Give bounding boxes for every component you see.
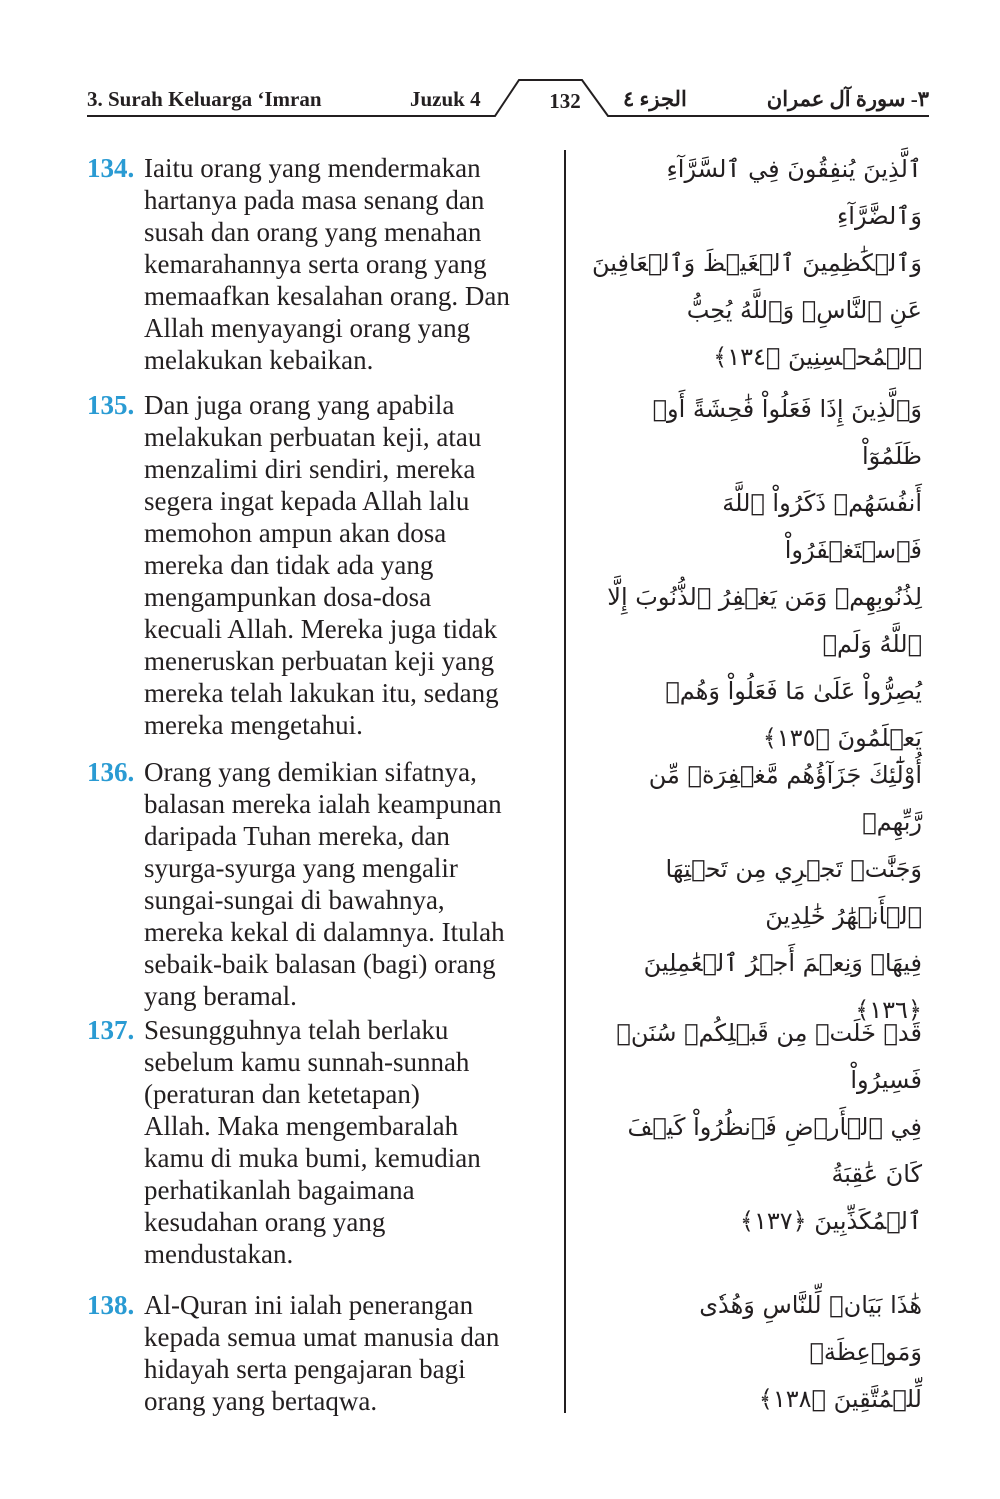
verse-text: Orang yang demikian sifatnya, balasan mereka ialah keampunan daripada Tuhan mereka, dan syurga-syurga yang mengalir sungai-sungai di bawahnya, mereka kekal di dalamnya. Itulah sebaik-baik balasan (bagi) orang yang beramal. — [144, 757, 505, 1011]
verse-text: Dan juga orang yang apabila melakukan perbuatan keji, atau menzalimi diri sendiri, mereka segera ingat kepada Allah lalu memohon ampun akan dosa mereka dan tidak ada yang mengampunkan dosa-dosa kecuali Allah. Mereka juga tidak meneruskan perbuatan keji yang mereka telah lakukan itu, sedang mereka mengetahui. — [144, 390, 499, 740]
verse-number: 134. — [87, 153, 135, 183]
verse-136-translation — [87, 756, 557, 1012]
verse-text: Al-Quran ini ialah penerangan kepada semua umat manusia dan hidayah serta pengajaran bagi orang yang bertaqwa. — [144, 1290, 500, 1416]
surah-title-arabic: ٣- سورة آل عمران — [766, 87, 929, 111]
verse-135-translation — [87, 389, 557, 741]
verse-number: 138. — [87, 1290, 135, 1320]
page-number: 132 — [549, 89, 581, 113]
verse-number: 137. — [87, 1015, 135, 1045]
column-divider — [564, 150, 566, 1413]
verse-number: 136. — [87, 757, 135, 787]
verse-text: Iaitu orang yang mendermakan hartanya pada masa senang dan susah dan orang yang menahan kemarahannya serta orang yang memaafkan kesalahan orang. Dan Allah menyayangi orang yang melakukan kebaikan. — [144, 153, 510, 375]
verse-134-arabic: ٱلَّذِينَ يُنفِقُونَ فِي ٱلسَّرَّآءِ وَٱلضَّرَّآءِ وَٱلۡكَٰظِمِينَ ٱلۡغَيۡظَ وَٱلۡعَافِينَ عَنِ ٱلنَّاسِۗ وَٱللَّهُ يُحِبُّ ٱلۡمُحۡسِنِينَ ﴿١٣٤﴾ — [592, 155, 922, 371]
juz-label-arabic: الجزء ٤ — [623, 87, 687, 111]
verse-135-arabic: وَٱلَّذِينَ إِذَا فَعَلُواْ فَٰحِشَةً أَوۡ ظَلَمُوٓاْ أَنفُسَهُمۡ ذَكَرُواْ ٱللَّهَ فَٱسۡتَغۡفَرُواْ لِذُنُوبِهِمۡ وَمَن يَغۡفِرُ ٱلذُّنُوبَ إِلَّا ٱللَّهُ وَلَمۡ يُصِرُّواْ عَلَىٰ مَا فَعَلُواْ وَهُمۡ يَعۡلَمُونَ ﴿١٣٥﴾ — [607, 395, 922, 752]
verse-138-arabic: هَٰذَا بَيَانٞ لِّلنَّاسِ وَهُدٗى وَمَوۡعِظَةٞ لِّلۡمُتَّقِينَ ﴿١٣٨﴾ — [699, 1291, 922, 1413]
juz-label-latin: Juzuk 4 — [410, 87, 481, 111]
verse-text: Sesungguhnya telah berlaku sebelum kamu sunnah-sunnah (peraturan dan ketetapan) Allah. Maka mengembaralah kamu di muka bumi, kemudian perhatikanlah bagaimana kesudahan orang yang mendustakan. — [144, 1015, 481, 1269]
page-header — [87, 78, 929, 118]
verse-137-arabic: قَدۡ خَلَتۡ مِن قَبۡلِكُمۡ سُنَنٞ فَسِيرُواْ فِي ٱلۡأَرۡضِ فَٱنظُرُواْ كَيۡفَ كَانَ عَٰقِبَةُ ٱلۡمُكَذِّبِينَ ﴿١٣٧﴾ — [616, 1019, 922, 1235]
verse-number: 135. — [87, 390, 135, 420]
verse-136-arabic: أُوْلَٰٓئِكَ جَزَآؤُهُم مَّغۡفِرَةٞ مِّن رَّبِّهِمۡ وَجَنَّٰتٞ تَجۡرِي مِن تَحۡتِهَا ٱلۡأَنۡهَٰرُ خَٰلِدِينَ فِيهَاۚ وَنِعۡمَ أَجۡرُ ٱلۡعَٰمِلِينَ ﴿١٣٦﴾ — [643, 761, 922, 1024]
surah-title-latin: 3. Surah Keluarga ‘Imran — [87, 87, 322, 111]
verse-138-translation — [87, 1289, 557, 1417]
verse-134-translation — [87, 152, 557, 376]
verse-137-translation — [87, 1014, 557, 1270]
